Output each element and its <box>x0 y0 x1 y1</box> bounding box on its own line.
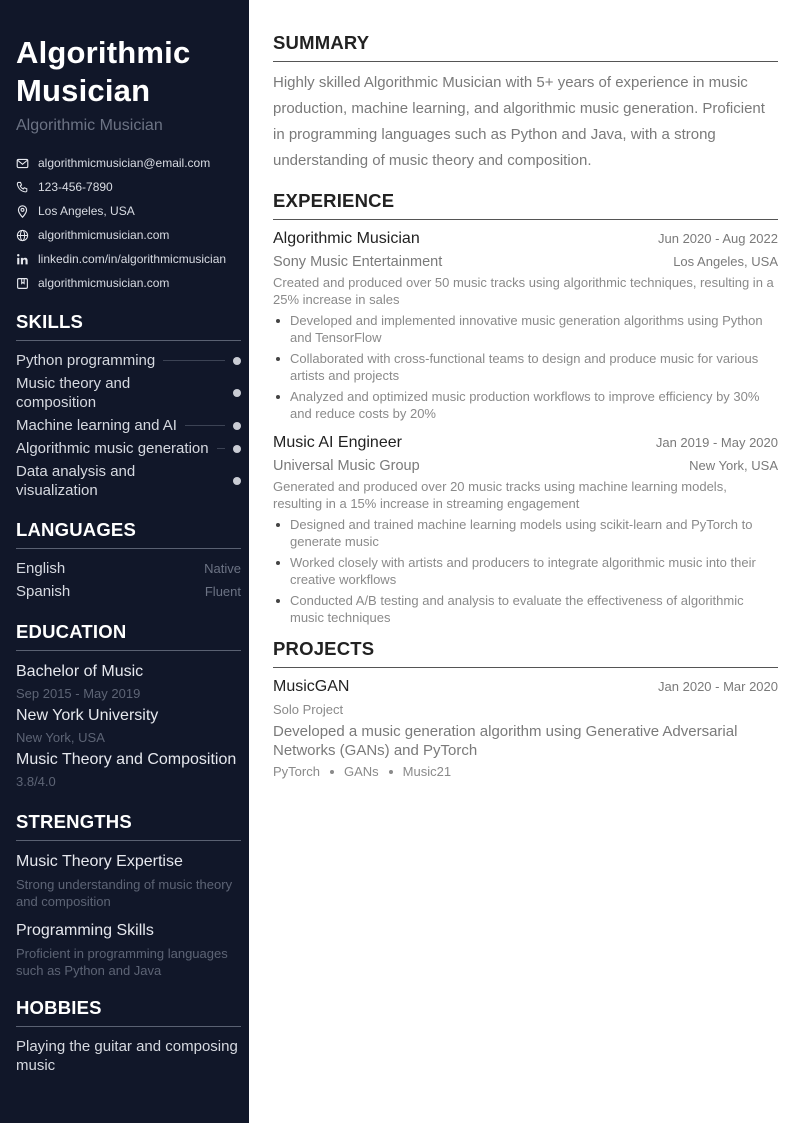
job-summary: Generated and produced over 20 music tracks using machine learning models, resulting in a 15% increase in streaming engagement <box>273 479 727 511</box>
skill-item <box>16 350 241 373</box>
language-name: English <box>16 560 66 577</box>
strength-title: Programming Skills <box>16 922 154 939</box>
contact-phone-text: 123-456-7890 <box>38 180 113 194</box>
experience-entry <box>273 432 778 626</box>
skill-line <box>185 425 225 426</box>
candidate-subtitle: Algorithmic Musician <box>16 117 163 134</box>
contact-list <box>16 151 241 295</box>
project-tag: Music21 <box>402 764 452 779</box>
languages-list <box>16 557 241 603</box>
job-dates: Jun 2020 - Aug 2022 <box>658 231 778 246</box>
contact-portfolio-text: algorithmicmusician.com <box>38 276 170 290</box>
skill-level-dot <box>233 445 241 453</box>
phone-icon <box>16 181 29 194</box>
strength-title: Music Theory Expertise <box>16 853 183 870</box>
job-bullet: Designed and trained machine learning models using scikit-learn and PyTorch to generate music <box>273 516 778 550</box>
candidate-name: Algorithmic Musician <box>16 35 191 108</box>
contact-phone[interactable] <box>16 175 241 199</box>
skill-level-dot <box>233 477 241 485</box>
experience-heading: EXPERIENCE <box>273 190 778 220</box>
education-entry <box>16 661 241 793</box>
skill-line <box>174 481 225 482</box>
tag-separator <box>330 770 334 774</box>
language-item <box>16 557 241 580</box>
language-name: Spanish <box>16 583 71 600</box>
education-degree: Bachelor of Music <box>16 663 144 680</box>
strength-description: Proficient in programming languages such as Python and Java <box>16 946 228 978</box>
education-school: New York University <box>16 707 159 724</box>
education-location: New York, USA <box>16 730 105 745</box>
education-heading: EDUCATION <box>16 621 241 651</box>
contact-portfolio[interactable] <box>16 271 241 295</box>
project-title: MusicGAN <box>273 678 350 695</box>
job-bullet: Collaborated with cross-functional teams to design and produce music for various artists and projects <box>273 350 778 384</box>
linkedin-icon <box>16 253 29 266</box>
contact-website-text: algorithmicmusician.com <box>38 228 170 242</box>
skill-line <box>217 448 225 449</box>
job-location: New York, USA <box>689 458 778 473</box>
project-tag: PyTorch <box>273 764 320 779</box>
language-level: Native <box>204 561 241 576</box>
job-bullet: Developed and implemented innovative music generation algorithms using Python and TensorFlow <box>273 312 778 346</box>
job-bullet: Analyzed and optimized music production workflows to improve efficiency by 30% and reduce costs by 20% <box>273 388 778 422</box>
strengths-list <box>16 851 241 979</box>
job-company: Universal Music Group <box>273 458 420 474</box>
tag-separator <box>389 770 393 774</box>
skill-level-dot <box>233 389 241 397</box>
project-tags <box>273 764 778 779</box>
contact-email-text: algorithmicmusician@email.com <box>38 156 211 170</box>
project-dates: Jan 2020 - Mar 2020 <box>658 679 778 694</box>
email-icon <box>16 157 29 170</box>
job-bullets <box>273 516 778 626</box>
skill-line <box>174 393 225 394</box>
bookmark-icon <box>16 277 29 290</box>
contact-location <box>16 199 241 223</box>
skill-name: Machine learning and AI <box>16 417 177 434</box>
education-dates: Sep 2015 - May 2019 <box>16 686 141 701</box>
job-bullets <box>273 312 778 422</box>
contact-website[interactable] <box>16 223 241 247</box>
skill-name: Algorithmic music generation <box>16 440 209 457</box>
job-company: Sony Music Entertainment <box>273 254 443 270</box>
experience-entry <box>273 228 778 422</box>
project-description: Developed a music generation algorithm using Generative Adversarial Networks (GANs) and PyTorch <box>273 723 738 759</box>
skill-item <box>16 461 241 503</box>
job-title: Music AI Engineer <box>273 434 402 451</box>
job-dates: Jan 2019 - May 2020 <box>655 435 778 450</box>
education-field: Music Theory and Composition <box>16 751 237 768</box>
strengths-heading: STRENGTHS <box>16 811 241 841</box>
skill-item <box>16 373 241 415</box>
globe-icon <box>16 229 29 242</box>
language-item <box>16 580 241 603</box>
project-entry <box>273 676 778 779</box>
skill-level-dot <box>233 357 241 365</box>
projects-heading: PROJECTS <box>273 638 778 668</box>
job-location: Los Angeles, USA <box>673 254 778 269</box>
summary-text: Highly skilled Algorithmic Musician with 5+ years of experience in music production, machine learning, and algorithmic music generation. Proficient in programming languages such as Python and Java, with a strong understanding of music theory and composition. <box>273 74 765 169</box>
job-summary: Created and produced over 50 music tracks using algorithmic techniques, resulting in a 25% increase in sales <box>273 275 774 307</box>
project-tag: GANs <box>343 764 379 779</box>
language-level: Fluent <box>204 584 241 599</box>
hobbies-heading: HOBBIES <box>16 997 241 1027</box>
hobby-item: Playing the guitar and composing music <box>16 1038 238 1074</box>
skill-item <box>16 438 241 461</box>
job-bullet: Conducted A/B testing and analysis to evaluate the effectiveness of algorithmic music techniques <box>273 592 778 626</box>
contact-email[interactable] <box>16 151 241 175</box>
job-bullet: Worked closely with artists and producers to integrate algorithmic music into their creative workflows <box>273 554 778 588</box>
skill-level-dot <box>233 422 241 430</box>
strength-description: Strong understanding of music theory and composition <box>16 877 233 909</box>
location-pin-icon <box>16 205 29 218</box>
skills-list <box>16 350 241 503</box>
summary-heading: SUMMARY <box>273 32 778 62</box>
main-content <box>273 32 778 779</box>
job-title: Algorithmic Musician <box>273 230 420 247</box>
project-role: Solo Project <box>273 702 344 717</box>
contact-linkedin[interactable] <box>16 247 241 271</box>
contact-linkedin-text: linkedin.com/in/algorithmicmusician <box>38 252 227 266</box>
sidebar <box>0 0 249 1123</box>
languages-heading: LANGUAGES <box>16 519 241 549</box>
skill-item <box>16 415 241 438</box>
skill-name: Music theory and composition <box>16 375 131 411</box>
skill-name: Python programming <box>16 352 156 369</box>
skill-name: Data analysis and visualization <box>16 463 136 499</box>
contact-location-text: Los Angeles, USA <box>38 204 135 218</box>
skill-line <box>163 360 225 361</box>
skills-heading: SKILLS <box>16 311 241 341</box>
education-gpa: 3.8/4.0 <box>16 774 56 789</box>
